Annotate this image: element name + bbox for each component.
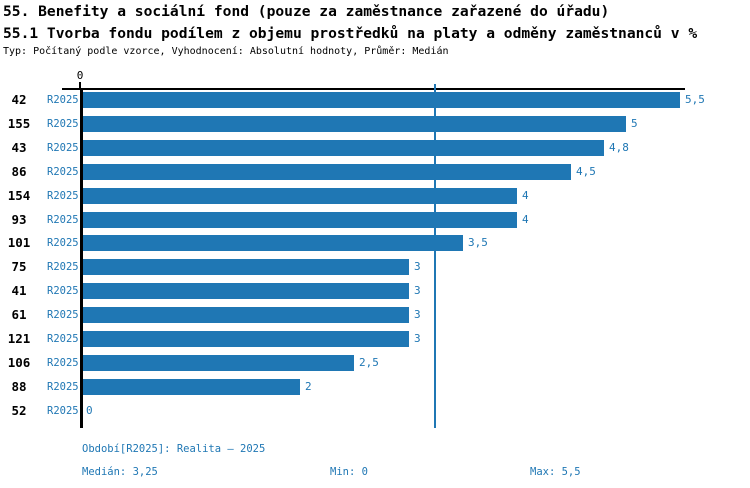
- bar-value-label: 3: [414, 308, 421, 321]
- bar-value-label: 2: [305, 380, 312, 393]
- row-category-id: 154: [7, 188, 31, 203]
- bar: [83, 140, 604, 156]
- row-category-id: 93: [11, 212, 27, 227]
- min-stat: Min: 0: [330, 466, 368, 478]
- row-category-id: 101: [7, 235, 31, 250]
- x-axis-line: [62, 88, 685, 90]
- bar: [83, 355, 354, 371]
- bar: [83, 259, 409, 275]
- row-period-label: R2025: [47, 166, 79, 178]
- row-category-id: 61: [11, 307, 27, 322]
- y-axis-line: [80, 88, 83, 428]
- bar-value-label: 3: [414, 260, 421, 273]
- bar: [83, 379, 300, 395]
- row-period-label: R2025: [47, 381, 79, 393]
- bar-value-label: 5: [631, 117, 638, 130]
- row-category-id: 52: [11, 403, 27, 418]
- row-category-id: 106: [7, 355, 31, 370]
- bar-value-label: 2,5: [359, 356, 379, 369]
- row-period-label: R2025: [47, 405, 79, 417]
- bar: [83, 235, 463, 251]
- row-category-id: 42: [11, 92, 27, 107]
- bar: [83, 116, 626, 132]
- bar: [83, 92, 680, 108]
- median-reference-line: [434, 84, 436, 428]
- chart-title: 55. Benefity a sociální fond (pouze za zaměstnance zařazené do úřadu): [3, 3, 610, 20]
- row-category-id: 155: [7, 116, 31, 131]
- bar-value-label: 3,5: [468, 236, 488, 249]
- row-category-id: 75: [11, 259, 27, 274]
- row-period-label: R2025: [47, 237, 79, 249]
- bar: [83, 283, 409, 299]
- bar: [83, 164, 571, 180]
- row-period-label: R2025: [47, 190, 79, 202]
- row-period-label: R2025: [47, 357, 79, 369]
- bar-value-label: 3: [414, 332, 421, 345]
- row-period-label: R2025: [47, 118, 79, 130]
- row-category-id: 41: [11, 283, 27, 298]
- bar-value-label: 4,8: [609, 141, 629, 154]
- max-stat: Max: 5,5: [530, 466, 581, 478]
- median-stat: Medián: 3,25: [82, 466, 158, 478]
- bar-value-label: 4: [522, 189, 529, 202]
- chart-meta-info: Typ: Počítaný podle vzorce, Vyhodnocení: Absolutní hodnoty, Průměr: Medián: [3, 46, 449, 57]
- row-period-label: R2025: [47, 214, 79, 226]
- bar: [83, 331, 409, 347]
- bar-value-label: 4: [522, 213, 529, 226]
- bar: [83, 188, 517, 204]
- row-period-label: R2025: [47, 142, 79, 154]
- bar-value-label: 4,5: [576, 165, 596, 178]
- row-period-label: R2025: [47, 333, 79, 345]
- bar: [83, 307, 409, 323]
- row-period-label: R2025: [47, 285, 79, 297]
- bar-value-label: 5,5: [685, 93, 705, 106]
- chart-subtitle: 55.1 Tvorba fondu podílem z objemu prostředků na platy a odměny zaměstnanců v %: [3, 25, 698, 42]
- period-legend: Období[R2025]: Realita – 2025: [82, 443, 266, 455]
- row-period-label: R2025: [47, 94, 79, 106]
- row-category-id: 86: [11, 164, 27, 179]
- row-category-id: 121: [7, 331, 31, 346]
- row-period-label: R2025: [47, 261, 79, 273]
- row-category-id: 43: [11, 140, 27, 155]
- bar-value-label: 3: [414, 284, 421, 297]
- bar: [83, 212, 517, 228]
- row-category-id: 88: [11, 379, 27, 394]
- bar-value-label: 0: [86, 404, 93, 417]
- row-period-label: R2025: [47, 309, 79, 321]
- x-axis-origin-tick-label: 0: [76, 69, 84, 82]
